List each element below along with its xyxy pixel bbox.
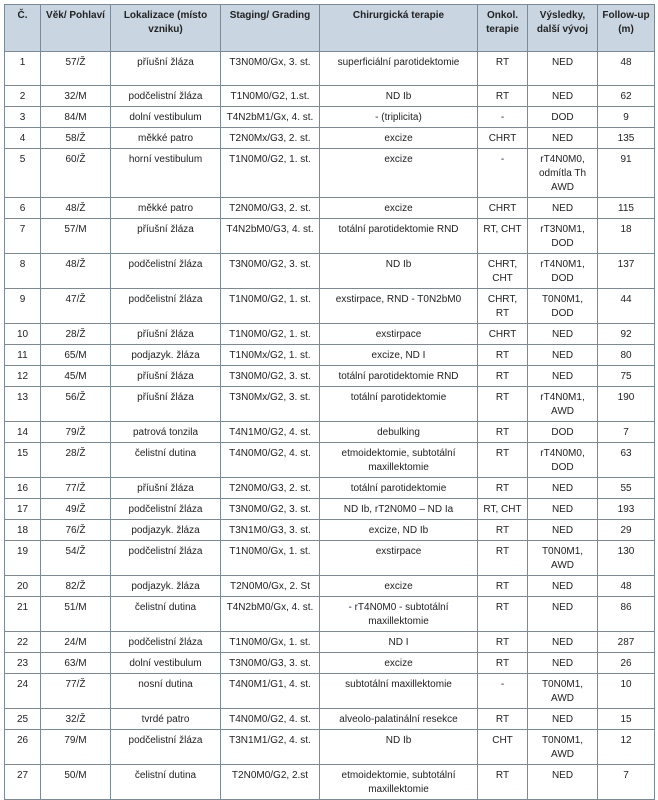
cell-surgical-therapy: alveolo-palatinální resekce [320, 709, 478, 730]
cell-number: 1 [5, 52, 41, 86]
cell-localization: příušní žláza [111, 387, 221, 422]
cell-age-sex: 45/M [41, 366, 111, 387]
cell-results: NED [528, 345, 598, 366]
table-row [5, 520, 655, 541]
cell-surgical-therapy: - (triplicita) [320, 107, 478, 128]
cell-staging-grading: T4N2bM0/G3, 4. st. [221, 219, 320, 254]
cell-surgical-therapy: etmoidektomie, subtotální maxillektomie [320, 443, 478, 478]
cell-oncological-therapy: RT [478, 632, 528, 653]
cell-follow-up: 190 [598, 387, 655, 422]
cell-results: NED [528, 597, 598, 632]
table-row [5, 86, 655, 107]
cell-results: T0N0M1, DOD [528, 289, 598, 324]
cell-oncological-therapy: RT [478, 597, 528, 632]
cell-surgical-therapy: totální parotidektomie RND [320, 366, 478, 387]
cell-age-sex: 77/Ž [41, 674, 111, 709]
cell-oncological-therapy: RT [478, 387, 528, 422]
cell-follow-up: 135 [598, 128, 655, 149]
cell-age-sex: 60/Ž [41, 149, 111, 198]
cell-surgical-therapy: excize [320, 128, 478, 149]
table-row [5, 324, 655, 345]
cell-oncological-therapy: - [478, 149, 528, 198]
cell-staging-grading: T3N0Mx/G2, 3. st. [221, 387, 320, 422]
cell-surgical-therapy: excize [320, 149, 478, 198]
cell-follow-up: 80 [598, 345, 655, 366]
cell-localization: horní vestibulum [111, 149, 221, 198]
cell-follow-up: 130 [598, 541, 655, 576]
cell-results: NED [528, 632, 598, 653]
cell-results: NED [528, 499, 598, 520]
cell-results: NED [528, 324, 598, 345]
cell-follow-up: 55 [598, 478, 655, 499]
cell-number: 22 [5, 632, 41, 653]
cell-follow-up: 92 [598, 324, 655, 345]
cell-localization: příušní žláza [111, 324, 221, 345]
cell-age-sex: 28/Ž [41, 443, 111, 478]
cell-staging-grading: T4N0M1/G1, 4. st. [221, 674, 320, 709]
cell-number: 27 [5, 765, 41, 800]
table-row [5, 366, 655, 387]
cell-number: 23 [5, 653, 41, 674]
cell-oncological-therapy: RT [478, 653, 528, 674]
cell-staging-grading: T1N0M0/G2, 1. st. [221, 289, 320, 324]
header-oncological-therapy: Onkol. terapie [478, 5, 528, 52]
table-row [5, 478, 655, 499]
cell-results: NED [528, 709, 598, 730]
cell-staging-grading: T1N0Mx/G2, 1. st. [221, 345, 320, 366]
cell-surgical-therapy: ND I [320, 632, 478, 653]
cell-surgical-therapy: exstirpace, RND - T0N2bM0 [320, 289, 478, 324]
cell-results: T0N0M1, AWD [528, 730, 598, 765]
cell-localization: čelistní dutina [111, 765, 221, 800]
cell-staging-grading: T1N0M0/G2, 1. st. [221, 149, 320, 198]
cell-follow-up: 26 [598, 653, 655, 674]
cell-oncological-therapy: - [478, 674, 528, 709]
cell-results: T0N0M1, AWD [528, 674, 598, 709]
cell-localization: tvrdé patro [111, 709, 221, 730]
table-row [5, 443, 655, 478]
cell-staging-grading: T3N0M0/G2, 3. st. [221, 499, 320, 520]
cell-localization: podčelistní žláza [111, 541, 221, 576]
cell-age-sex: 79/Ž [41, 422, 111, 443]
cell-results: NED [528, 86, 598, 107]
cell-oncological-therapy: CHRT [478, 198, 528, 219]
cell-number: 2 [5, 86, 41, 107]
cell-results: NED [528, 128, 598, 149]
cell-follow-up: 18 [598, 219, 655, 254]
cell-surgical-therapy: excize, ND Ib [320, 520, 478, 541]
patient-table [4, 4, 655, 800]
cell-number: 18 [5, 520, 41, 541]
table-row [5, 674, 655, 709]
cell-surgical-therapy: superficiální parotidektomie [320, 52, 478, 86]
table-row [5, 653, 655, 674]
cell-number: 10 [5, 324, 41, 345]
cell-number: 4 [5, 128, 41, 149]
cell-oncological-therapy: RT [478, 576, 528, 597]
cell-localization: nosní dutina [111, 674, 221, 709]
cell-results: rT4N0M1, AWD [528, 387, 598, 422]
cell-surgical-therapy: debulking [320, 422, 478, 443]
cell-staging-grading: T1N0M0/Gx, 1. st. [221, 632, 320, 653]
table-row [5, 198, 655, 219]
cell-results: rT3N0M1, DOD [528, 219, 598, 254]
cell-follow-up: 7 [598, 422, 655, 443]
cell-age-sex: 32/Ž [41, 709, 111, 730]
header-number: Č. [5, 5, 41, 52]
cell-localization: podčelistní žláza [111, 254, 221, 289]
cell-number: 26 [5, 730, 41, 765]
cell-oncological-therapy: RT, CHT [478, 219, 528, 254]
cell-localization: dolní vestibulum [111, 107, 221, 128]
cell-oncological-therapy: CHRT, CHT [478, 254, 528, 289]
header-age-sex: Věk/ Pohlaví [41, 5, 111, 52]
cell-age-sex: 76/Ž [41, 520, 111, 541]
cell-number: 24 [5, 674, 41, 709]
header-surgical-therapy: Chirurgická terapie [320, 5, 478, 52]
cell-staging-grading: T3N0M0/G2, 3. st. [221, 366, 320, 387]
cell-follow-up: 10 [598, 674, 655, 709]
table-body [5, 52, 655, 800]
cell-follow-up: 115 [598, 198, 655, 219]
table-row [5, 219, 655, 254]
cell-surgical-therapy: ND Ib [320, 730, 478, 765]
cell-age-sex: 51/M [41, 597, 111, 632]
cell-number: 7 [5, 219, 41, 254]
cell-staging-grading: T2N0M0/G2, 2.st [221, 765, 320, 800]
cell-follow-up: 48 [598, 52, 655, 86]
cell-surgical-therapy: excize [320, 653, 478, 674]
cell-number: 6 [5, 198, 41, 219]
header-follow-up: Follow-up (m) [598, 5, 655, 52]
cell-localization: čelistní dutina [111, 443, 221, 478]
cell-follow-up: 91 [598, 149, 655, 198]
cell-staging-grading: T3N1M0/G3, 3. st. [221, 520, 320, 541]
cell-staging-grading: T4N0M0/G2, 4. st. [221, 443, 320, 478]
cell-follow-up: 44 [598, 289, 655, 324]
cell-age-sex: 57/Ž [41, 52, 111, 86]
cell-staging-grading: T4N2bM1/Gx, 4. st. [221, 107, 320, 128]
cell-number: 20 [5, 576, 41, 597]
cell-surgical-therapy: excize, ND I [320, 345, 478, 366]
cell-results: NED [528, 653, 598, 674]
cell-oncological-therapy: RT [478, 765, 528, 800]
cell-follow-up: 9 [598, 107, 655, 128]
cell-staging-grading: T3N0M0/G3, 3. st. [221, 653, 320, 674]
cell-number: 8 [5, 254, 41, 289]
table-row [5, 52, 655, 86]
cell-oncological-therapy: RT [478, 52, 528, 86]
cell-surgical-therapy: excize [320, 198, 478, 219]
cell-oncological-therapy: RT [478, 709, 528, 730]
cell-number: 16 [5, 478, 41, 499]
cell-age-sex: 48/Ž [41, 198, 111, 219]
cell-results: NED [528, 478, 598, 499]
cell-age-sex: 56/Ž [41, 387, 111, 422]
cell-follow-up: 193 [598, 499, 655, 520]
cell-follow-up: 86 [598, 597, 655, 632]
cell-localization: podčelistní žláza [111, 632, 221, 653]
cell-follow-up: 75 [598, 366, 655, 387]
cell-number: 14 [5, 422, 41, 443]
cell-number: 15 [5, 443, 41, 478]
cell-age-sex: 47/Ž [41, 289, 111, 324]
cell-age-sex: 32/M [41, 86, 111, 107]
cell-number: 13 [5, 387, 41, 422]
cell-number: 3 [5, 107, 41, 128]
cell-follow-up: 29 [598, 520, 655, 541]
cell-number: 12 [5, 366, 41, 387]
cell-age-sex: 24/M [41, 632, 111, 653]
table-row [5, 765, 655, 800]
cell-age-sex: 49/Ž [41, 499, 111, 520]
table-row [5, 107, 655, 128]
cell-results: rT4N0M1, DOD [528, 254, 598, 289]
table-row [5, 576, 655, 597]
cell-staging-grading: T1N0M0/G2, 1.st. [221, 86, 320, 107]
cell-oncological-therapy: RT [478, 443, 528, 478]
cell-staging-grading: T1N0M0/Gx, 1. st. [221, 541, 320, 576]
cell-localization: patrová tonzila [111, 422, 221, 443]
cell-staging-grading: T3N0M0/Gx, 3. st. [221, 52, 320, 86]
cell-localization: dolní vestibulum [111, 653, 221, 674]
cell-oncological-therapy: CHRT, RT [478, 289, 528, 324]
cell-staging-grading: T2N0Mx/G3, 2. st. [221, 128, 320, 149]
cell-surgical-therapy: totální parotidektomie [320, 387, 478, 422]
table-row [5, 387, 655, 422]
cell-staging-grading: T2N0M0/G3, 2. st. [221, 478, 320, 499]
table-row [5, 597, 655, 632]
cell-staging-grading: T1N0M0/G2, 1. st. [221, 324, 320, 345]
cell-localization: podjazyk. žláza [111, 576, 221, 597]
cell-results: NED [528, 520, 598, 541]
cell-results: NED [528, 576, 598, 597]
cell-age-sex: 28/Ž [41, 324, 111, 345]
table-row [5, 709, 655, 730]
cell-oncological-therapy: RT [478, 86, 528, 107]
cell-surgical-therapy: ND Ib [320, 86, 478, 107]
cell-localization: podčelistní žláza [111, 730, 221, 765]
table-row [5, 541, 655, 576]
cell-results: DOD [528, 107, 598, 128]
cell-results: rT4N0M0, odmítla Th AWD [528, 149, 598, 198]
cell-age-sex: 54/Ž [41, 541, 111, 576]
table-row [5, 128, 655, 149]
cell-localization: podčelistní žláza [111, 289, 221, 324]
cell-localization: podjazyk. žláza [111, 345, 221, 366]
cell-follow-up: 63 [598, 443, 655, 478]
cell-oncological-therapy: - [478, 107, 528, 128]
cell-staging-grading: T4N2bM0/Gx, 4. st. [221, 597, 320, 632]
cell-surgical-therapy: exstirpace [320, 541, 478, 576]
cell-localization: podčelistní žláza [111, 499, 221, 520]
cell-results: NED [528, 52, 598, 86]
cell-oncological-therapy: RT [478, 345, 528, 366]
cell-number: 21 [5, 597, 41, 632]
cell-number: 17 [5, 499, 41, 520]
cell-localization: čelistní dutina [111, 597, 221, 632]
cell-oncological-therapy: RT [478, 478, 528, 499]
cell-age-sex: 48/Ž [41, 254, 111, 289]
cell-age-sex: 57/M [41, 219, 111, 254]
cell-number: 9 [5, 289, 41, 324]
cell-surgical-therapy: subtotální maxillektomie [320, 674, 478, 709]
cell-age-sex: 79/M [41, 730, 111, 765]
cell-surgical-therapy: totální parotidektomie [320, 478, 478, 499]
cell-surgical-therapy: ND Ib, rT2N0M0 – ND Ia [320, 499, 478, 520]
cell-results: NED [528, 198, 598, 219]
cell-localization: měkké patro [111, 198, 221, 219]
cell-oncological-therapy: RT [478, 541, 528, 576]
table-row [5, 254, 655, 289]
cell-surgical-therapy: etmoidektomie, subtotální maxillektomie [320, 765, 478, 800]
cell-localization: podčelistní žláza [111, 86, 221, 107]
table-row [5, 730, 655, 765]
cell-age-sex: 65/M [41, 345, 111, 366]
cell-surgical-therapy: - rT4N0M0 - subtotální maxillektomie [320, 597, 478, 632]
cell-localization: příušní žláza [111, 52, 221, 86]
cell-follow-up: 12 [598, 730, 655, 765]
cell-oncological-therapy: CHT [478, 730, 528, 765]
cell-age-sex: 50/M [41, 765, 111, 800]
cell-results: NED [528, 765, 598, 800]
cell-localization: měkké patro [111, 128, 221, 149]
cell-age-sex: 84/M [41, 107, 111, 128]
table-row [5, 499, 655, 520]
cell-oncological-therapy: RT [478, 520, 528, 541]
table-row [5, 289, 655, 324]
cell-results: NED [528, 366, 598, 387]
cell-number: 19 [5, 541, 41, 576]
cell-staging-grading: T2N0M0/Gx, 2. St [221, 576, 320, 597]
cell-oncological-therapy: CHRT [478, 324, 528, 345]
cell-follow-up: 287 [598, 632, 655, 653]
cell-follow-up: 137 [598, 254, 655, 289]
cell-age-sex: 58/Ž [41, 128, 111, 149]
cell-surgical-therapy: excize [320, 576, 478, 597]
cell-localization: podjazyk. žláza [111, 520, 221, 541]
cell-results: rT4N0M0, DOD [528, 443, 598, 478]
table-header-row [5, 5, 655, 52]
cell-number: 5 [5, 149, 41, 198]
header-localization: Lokalizace (místo vzniku) [111, 5, 221, 52]
cell-localization: příušní žláza [111, 366, 221, 387]
table-row [5, 632, 655, 653]
cell-oncological-therapy: RT, CHT [478, 499, 528, 520]
cell-age-sex: 63/M [41, 653, 111, 674]
cell-follow-up: 48 [598, 576, 655, 597]
cell-follow-up: 7 [598, 765, 655, 800]
header-staging-grading: Staging/ Grading [221, 5, 320, 52]
cell-age-sex: 82/Ž [41, 576, 111, 597]
cell-localization: příušní žláza [111, 219, 221, 254]
cell-oncological-therapy: CHRT [478, 128, 528, 149]
cell-oncological-therapy: RT [478, 366, 528, 387]
header-results: Výsledky, další vývoj [528, 5, 598, 52]
cell-number: 25 [5, 709, 41, 730]
cell-age-sex: 77/Ž [41, 478, 111, 499]
cell-results: DOD [528, 422, 598, 443]
cell-results: T0N0M1, AWD [528, 541, 598, 576]
cell-surgical-therapy: ND Ib [320, 254, 478, 289]
cell-follow-up: 15 [598, 709, 655, 730]
table-row [5, 345, 655, 366]
cell-staging-grading: T3N1M1/G2, 4. st. [221, 730, 320, 765]
cell-staging-grading: T4N1M0/G2, 4. st. [221, 422, 320, 443]
cell-surgical-therapy: totální parotidektomie RND [320, 219, 478, 254]
cell-staging-grading: T3N0M0/G2, 3. st. [221, 254, 320, 289]
cell-staging-grading: T4N0M0/G2, 4. st. [221, 709, 320, 730]
cell-number: 11 [5, 345, 41, 366]
cell-staging-grading: T2N0M0/G3, 2. st. [221, 198, 320, 219]
cell-oncological-therapy: RT [478, 422, 528, 443]
table-row [5, 149, 655, 198]
table-row [5, 422, 655, 443]
cell-surgical-therapy: exstirpace [320, 324, 478, 345]
cell-follow-up: 62 [598, 86, 655, 107]
cell-localization: příušní žláza [111, 478, 221, 499]
